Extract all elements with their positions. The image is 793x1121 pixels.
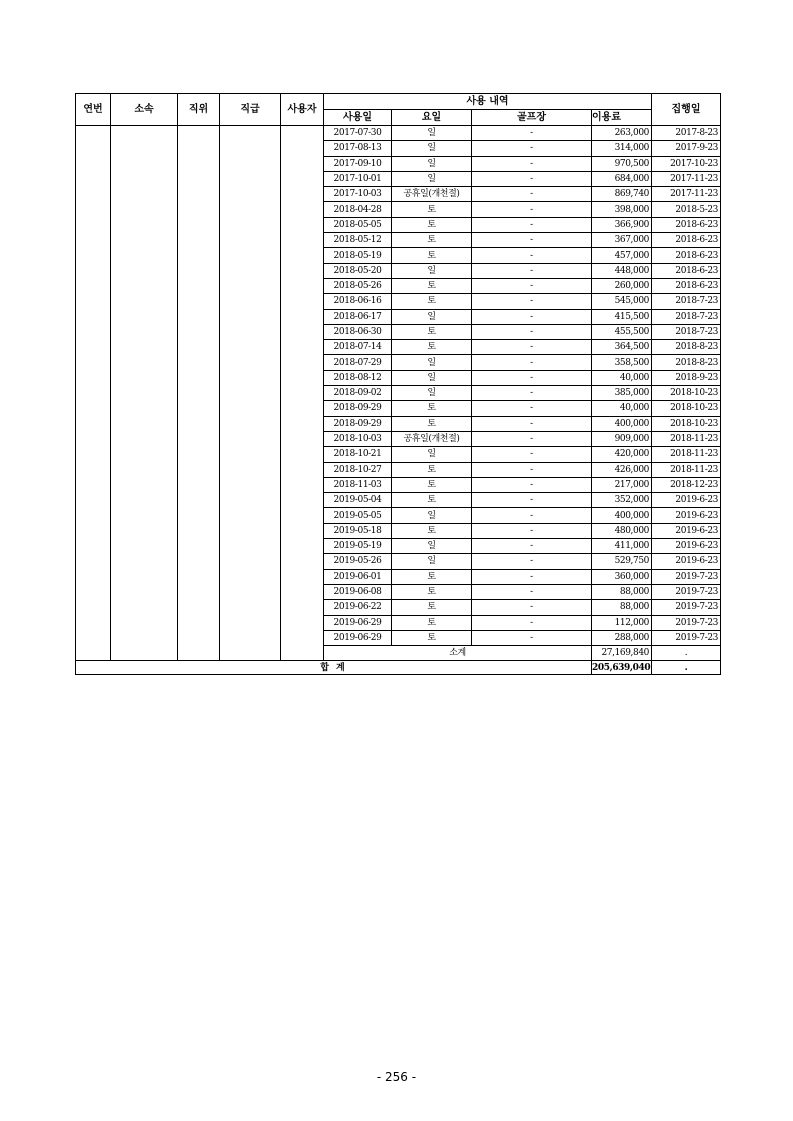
exec-date-cell: 2018-7-23 [652, 324, 721, 339]
fee-cell: 360,000 [592, 569, 652, 584]
course-cell: - [472, 171, 592, 186]
fee-cell: 869,740 [592, 187, 652, 202]
header-dept: 소속 [111, 94, 178, 126]
date-cell: 2019-06-22 [324, 600, 392, 615]
fee-cell: 352,000 [592, 493, 652, 508]
date-cell: 2017-09-10 [324, 156, 392, 171]
exec-date-cell: 2019-6-23 [652, 493, 721, 508]
fee-cell: 545,000 [592, 294, 652, 309]
fee-cell: 457,000 [592, 248, 652, 263]
date-cell: 2018-10-27 [324, 462, 392, 477]
day-cell: 일 [392, 171, 472, 186]
exec-date-cell: 2019-7-23 [652, 630, 721, 645]
course-cell: - [472, 462, 592, 477]
fee-cell: 88,000 [592, 584, 652, 599]
exec-date-cell: 2019-6-23 [652, 554, 721, 569]
course-cell: - [472, 233, 592, 248]
fee-cell: 112,000 [592, 615, 652, 630]
fee-cell: 263,000 [592, 126, 652, 141]
exec-date-cell: 2017-10-23 [652, 156, 721, 171]
date-cell: 2018-09-02 [324, 386, 392, 401]
fee-cell: 367,000 [592, 233, 652, 248]
course-cell: - [472, 309, 592, 324]
fee-cell: 529,750 [592, 554, 652, 569]
date-cell: 2018-07-29 [324, 355, 392, 370]
date-cell: 2019-05-26 [324, 554, 392, 569]
course-cell: - [472, 294, 592, 309]
course-cell: - [472, 523, 592, 538]
date-cell: 2018-05-12 [324, 233, 392, 248]
header-position: 직위 [178, 94, 220, 126]
header-day: 요일 [392, 110, 472, 126]
day-cell: 토 [392, 630, 472, 645]
day-cell: 일 [392, 263, 472, 278]
course-cell: - [472, 477, 592, 492]
exec-date-cell: 2019-6-23 [652, 523, 721, 538]
day-cell: 토 [392, 278, 472, 293]
course-cell: - [472, 554, 592, 569]
date-cell: 2017-10-03 [324, 187, 392, 202]
date-cell: 2018-09-29 [324, 416, 392, 431]
day-cell: 토 [392, 202, 472, 217]
header-date: 사용일 [324, 110, 392, 126]
fee-cell: 88,000 [592, 600, 652, 615]
course-cell: - [472, 401, 592, 416]
subtotal-fee: 27,169,840 [592, 646, 652, 661]
page-number: - 256 - [376, 1070, 417, 1084]
day-cell: 토 [392, 569, 472, 584]
exec-date-cell: 2018-6-23 [652, 248, 721, 263]
fee-cell: 398,000 [592, 202, 652, 217]
course-cell: - [472, 217, 592, 232]
header-user: 사용자 [281, 94, 324, 126]
course-cell: - [472, 416, 592, 431]
day-cell: 토 [392, 401, 472, 416]
date-cell: 2017-08-13 [324, 141, 392, 156]
exec-date-cell: 2019-7-23 [652, 569, 721, 584]
course-cell: - [472, 431, 592, 446]
date-cell: 2019-05-19 [324, 539, 392, 554]
header-seq: 연번 [76, 94, 111, 126]
exec-date-cell: 2018-11-23 [652, 462, 721, 477]
fee-cell: 411,000 [592, 539, 652, 554]
fee-cell: 364,500 [592, 340, 652, 355]
header-course: 골프장 [472, 110, 592, 126]
day-cell: 일 [392, 386, 472, 401]
user-cell [281, 126, 324, 661]
golf-usage-table [75, 93, 721, 675]
date-cell: 2018-05-26 [324, 278, 392, 293]
date-cell: 2018-11-03 [324, 477, 392, 492]
date-cell: 2017-07-30 [324, 126, 392, 141]
day-cell: 토 [392, 600, 472, 615]
date-cell: 2018-07-14 [324, 340, 392, 355]
course-cell: - [472, 615, 592, 630]
date-cell: 2017-10-01 [324, 171, 392, 186]
day-cell: 공휴일(개천절) [392, 431, 472, 446]
day-cell: 일 [392, 126, 472, 141]
header-fee: 이용료 [592, 110, 652, 126]
exec-date-cell: 2018-6-23 [652, 263, 721, 278]
course-cell: - [472, 141, 592, 156]
date-cell: 2018-06-17 [324, 309, 392, 324]
fee-cell: 684,000 [592, 171, 652, 186]
header-grade: 직급 [220, 94, 281, 126]
course-cell: - [472, 156, 592, 171]
exec-date-cell: 2018-9-23 [652, 370, 721, 385]
day-cell: 일 [392, 554, 472, 569]
fee-cell: 40,000 [592, 401, 652, 416]
exec-date-cell: 2018-10-23 [652, 401, 721, 416]
course-cell: - [472, 493, 592, 508]
day-cell: 일 [392, 508, 472, 523]
seq-cell [76, 126, 111, 661]
date-cell: 2019-06-08 [324, 584, 392, 599]
grade-cell [220, 126, 281, 661]
total-exec: . [652, 661, 721, 675]
date-cell: 2018-10-21 [324, 447, 392, 462]
header-usage-group: 사용 내역 [324, 94, 652, 110]
day-cell: 일 [392, 156, 472, 171]
fee-cell: 909,000 [592, 431, 652, 446]
day-cell: 토 [392, 340, 472, 355]
exec-date-cell: 2019-6-23 [652, 539, 721, 554]
date-cell: 2018-06-16 [324, 294, 392, 309]
fee-cell: 400,000 [592, 416, 652, 431]
fee-cell: 260,000 [592, 278, 652, 293]
course-cell: - [472, 508, 592, 523]
day-cell: 일 [392, 355, 472, 370]
exec-date-cell: 2017-11-23 [652, 171, 721, 186]
day-cell: 토 [392, 615, 472, 630]
exec-date-cell: 2018-6-23 [652, 217, 721, 232]
date-cell: 2018-04-28 [324, 202, 392, 217]
exec-date-cell: 2019-7-23 [652, 615, 721, 630]
exec-date-cell: 2019-7-23 [652, 584, 721, 599]
day-cell: 토 [392, 217, 472, 232]
fee-cell: 400,000 [592, 508, 652, 523]
fee-cell: 426,000 [592, 462, 652, 477]
day-cell: 토 [392, 324, 472, 339]
fee-cell: 415,500 [592, 309, 652, 324]
total-row [76, 661, 721, 675]
course-cell: - [472, 187, 592, 202]
exec-date-cell: 2018-8-23 [652, 340, 721, 355]
date-cell: 2018-10-03 [324, 431, 392, 446]
exec-date-cell: 2017-11-23 [652, 187, 721, 202]
day-cell: 공휴일(개천절) [392, 187, 472, 202]
date-cell: 2019-06-01 [324, 569, 392, 584]
day-cell: 토 [392, 493, 472, 508]
exec-date-cell: 2018-11-23 [652, 447, 721, 462]
date-cell: 2018-05-19 [324, 248, 392, 263]
day-cell: 토 [392, 416, 472, 431]
exec-date-cell: 2018-7-23 [652, 294, 721, 309]
day-cell: 토 [392, 584, 472, 599]
day-cell: 일 [392, 309, 472, 324]
date-cell: 2019-05-04 [324, 493, 392, 508]
course-cell: - [472, 202, 592, 217]
exec-date-cell: 2018-11-23 [652, 431, 721, 446]
subtotal-exec: . [652, 646, 721, 661]
day-cell: 토 [392, 294, 472, 309]
course-cell: - [472, 340, 592, 355]
course-cell: - [472, 278, 592, 293]
course-cell: - [472, 324, 592, 339]
course-cell: - [472, 386, 592, 401]
exec-date-cell: 2017-9-23 [652, 141, 721, 156]
date-cell: 2019-06-29 [324, 615, 392, 630]
day-cell: 일 [392, 447, 472, 462]
fee-cell: 420,000 [592, 447, 652, 462]
exec-date-cell: 2018-10-23 [652, 416, 721, 431]
position-cell [178, 126, 220, 661]
exec-date-cell: 2018-5-23 [652, 202, 721, 217]
date-cell: 2019-06-29 [324, 630, 392, 645]
day-cell: 토 [392, 462, 472, 477]
day-cell: 일 [392, 370, 472, 385]
exec-date-cell: 2019-6-23 [652, 508, 721, 523]
subtotal-label: 소계 [324, 646, 592, 661]
course-cell: - [472, 126, 592, 141]
day-cell: 토 [392, 523, 472, 538]
date-cell: 2018-09-29 [324, 401, 392, 416]
fee-cell: 288,000 [592, 630, 652, 645]
date-cell: 2018-06-30 [324, 324, 392, 339]
exec-date-cell: 2018-6-23 [652, 278, 721, 293]
date-cell: 2018-08-12 [324, 370, 392, 385]
exec-date-cell: 2018-6-23 [652, 233, 721, 248]
table-body [76, 126, 721, 675]
course-cell: - [472, 630, 592, 645]
exec-date-cell: 2017-8-23 [652, 126, 721, 141]
total-label: 합 계 [76, 661, 592, 675]
course-cell: - [472, 263, 592, 278]
course-cell: - [472, 539, 592, 554]
exec-date-cell: 2018-12-23 [652, 477, 721, 492]
day-cell: 일 [392, 539, 472, 554]
fee-cell: 448,000 [592, 263, 652, 278]
fee-cell: 40,000 [592, 370, 652, 385]
course-cell: - [472, 569, 592, 584]
exec-date-cell: 2018-10-23 [652, 386, 721, 401]
date-cell: 2018-05-05 [324, 217, 392, 232]
course-cell: - [472, 370, 592, 385]
exec-date-cell: 2019-7-23 [652, 600, 721, 615]
fee-cell: 455,500 [592, 324, 652, 339]
fee-cell: 385,000 [592, 386, 652, 401]
exec-date-cell: 2018-8-23 [652, 355, 721, 370]
header-exec-date: 집행일 [652, 94, 721, 126]
course-cell: - [472, 248, 592, 263]
dept-cell [111, 126, 178, 661]
day-cell: 토 [392, 477, 472, 492]
day-cell: 토 [392, 233, 472, 248]
date-cell: 2019-05-18 [324, 523, 392, 538]
fee-cell: 358,500 [592, 355, 652, 370]
date-cell: 2019-05-05 [324, 508, 392, 523]
fee-cell: 314,000 [592, 141, 652, 156]
course-cell: - [472, 447, 592, 462]
date-cell: 2018-05-20 [324, 263, 392, 278]
fee-cell: 217,000 [592, 477, 652, 492]
exec-date-cell: 2018-7-23 [652, 309, 721, 324]
fee-cell: 480,000 [592, 523, 652, 538]
total-fee: 205,639,040 [592, 662, 651, 673]
day-cell: 일 [392, 141, 472, 156]
fee-cell: 366,900 [592, 217, 652, 232]
table-row [76, 126, 721, 141]
fee-cell: 970,500 [592, 156, 652, 171]
course-cell: - [472, 600, 592, 615]
course-cell: - [472, 584, 592, 599]
day-cell: 토 [392, 248, 472, 263]
course-cell: - [472, 355, 592, 370]
